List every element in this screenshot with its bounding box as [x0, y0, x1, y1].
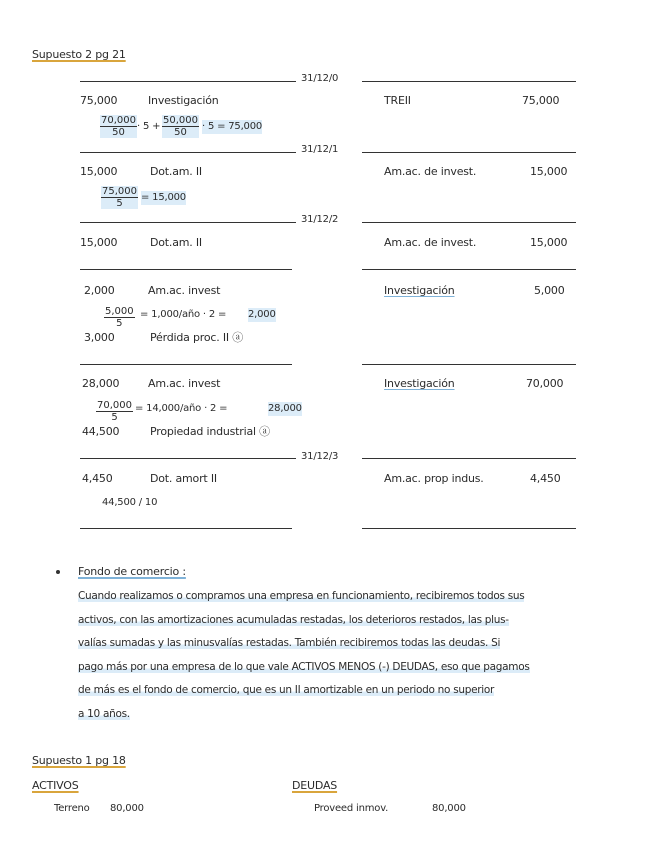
section-title: Supuesto 1 pg 18: [32, 754, 126, 767]
date-label: 31/12/2: [301, 214, 339, 225]
fondo-line: a 10 años.: [78, 707, 130, 720]
entry5-debit-account-1: Am.ac. invest: [148, 377, 221, 390]
entry6-credit-amount: 4,450: [530, 472, 561, 485]
entry6-credit-account: Am.ac. prop indus.: [384, 472, 484, 485]
entry1-fraction-2: $\frac{50,000}{50}$: [163, 115, 198, 138]
fondo-line: activos, con las amortizaciones acumuladas restadas, los deterioros restados, las plus-: [78, 613, 509, 626]
entry4-debit-amount-2: 3,000: [84, 331, 115, 344]
bullet: [56, 570, 60, 574]
deudas-value: 80,000: [432, 803, 466, 814]
entry4-debit-account-2: Pérdida proc. II ⓐ: [150, 331, 244, 344]
divider: [80, 152, 296, 153]
fondo-line: Cuando realizamos o compramos una empresa en funcionamiento, recibiremos todos sus: [78, 590, 525, 602]
divider: [80, 528, 292, 529]
divider: [80, 222, 296, 223]
date-label: 31/12/3: [301, 451, 339, 462]
divider: [80, 458, 296, 459]
entry2-debit-amount: 15,000: [80, 165, 118, 178]
entry1-operator: · 5 +: [137, 121, 161, 132]
entry3-credit-account: Am.ac. de invest.: [384, 236, 477, 249]
divider: [80, 269, 292, 270]
deudas-item: Proveed inmov.: [314, 803, 389, 814]
entry1-fraction-1: $\frac{70,000}{50}$: [101, 115, 136, 138]
entry4-debit-account-1: Am.ac. invest: [148, 284, 221, 297]
fondo-paragraph: [78, 585, 638, 726]
entry4-fraction: $\frac{5,000}{5}$: [105, 306, 134, 329]
activos-item: Terreno: [54, 803, 90, 814]
divider: [362, 81, 576, 82]
divider: [362, 152, 576, 153]
entry2-credit-amount: 15,000: [530, 165, 568, 178]
entry4-result: 2,000: [248, 309, 276, 320]
entry5-debit-amount-1: 28,000: [82, 377, 120, 390]
entry4-credit-amount: 5,000: [534, 284, 565, 297]
entry4-calc: = 1,000/año · 2 =: [140, 309, 227, 320]
entry4-credit-account: Investigación: [384, 284, 455, 297]
entry5-calc: = 14,000/año · 2 =: [135, 403, 228, 414]
entry5-debit-amount-2: 44,500: [82, 425, 120, 438]
fondo-line: de más es el fondo de comercio, que es un II amortizable en un periodo no superior: [78, 684, 495, 696]
entry3-credit-amount: 15,000: [530, 236, 568, 249]
entry6-note: 44,500 / 10: [102, 497, 158, 508]
fondo-heading: Fondo de comercio :: [78, 565, 186, 578]
entry1-credit-amount: 75,000: [522, 94, 560, 107]
entry3-debit-account: Dot.am. II: [150, 236, 202, 249]
fondo-line: valías sumadas y las minusvalías restadas. También recibiremos todas las deudas. Si: [78, 637, 501, 649]
entry1-debit-account: Investigación: [148, 94, 219, 107]
entry5-credit-amount: 70,000: [526, 377, 564, 390]
divider: [362, 458, 576, 459]
divider: [362, 528, 576, 529]
page-title: Supuesto 2 pg 21: [32, 48, 126, 61]
entry1-credit-account: TREII: [384, 94, 411, 107]
entry1-result: · 5 = 75,000: [202, 121, 263, 132]
entry5-credit-account: Investigación: [384, 377, 455, 390]
entry6-debit-account: Dot. amort II: [150, 472, 217, 485]
divider: [80, 81, 296, 82]
divider: [362, 222, 576, 223]
activos-value: 80,000: [110, 803, 144, 814]
activos-heading: ACTIVOS: [32, 779, 79, 792]
entry1-debit-amount: 75,000: [80, 94, 118, 107]
entry2-fraction: $\frac{75,000}{5}$: [102, 186, 137, 209]
date-label: 31/12/0: [301, 73, 339, 84]
entry2-debit-account: Dot.am. II: [150, 165, 202, 178]
entry5-fraction: $\frac{70,000}{5}$: [97, 400, 132, 423]
divider: [80, 364, 292, 365]
entry4-debit-amount-1: 2,000: [84, 284, 115, 297]
entry2-result: = 15,000: [141, 192, 186, 203]
entry6-debit-amount: 4,450: [82, 472, 113, 485]
deudas-heading: DEUDAS: [292, 779, 338, 792]
entry2-credit-account: Am.ac. de invest.: [384, 165, 477, 178]
entry5-result: 28,000: [268, 403, 302, 414]
divider: [362, 269, 576, 270]
divider: [362, 364, 576, 365]
entry5-debit-account-2: Propiedad industrial ⓐ: [150, 425, 270, 438]
fondo-line: pago más por una empresa de lo que vale ACTIVOS MENOS (-) DEUDAS, eso que pagamos: [78, 660, 530, 673]
entry3-debit-amount: 15,000: [80, 236, 118, 249]
date-label: 31/12/1: [301, 144, 339, 155]
